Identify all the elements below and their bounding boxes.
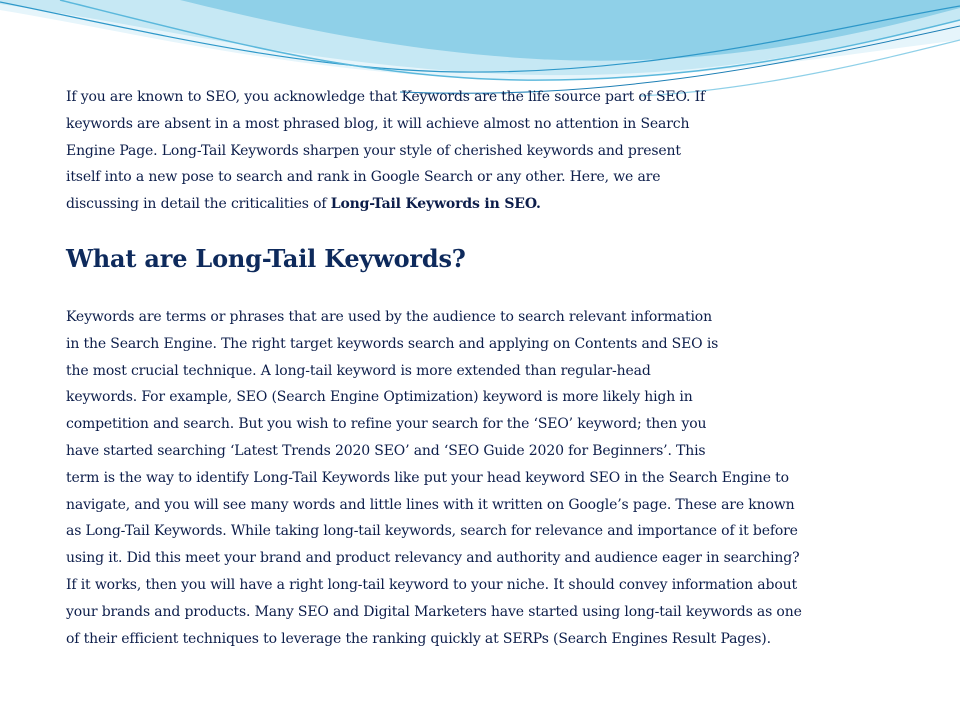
body-line: If it works, then you will have a right long-tail keyword to your niche. It should convey information about [66,576,797,593]
body-line: in the Search Engine. The right target keywords search and applying on Contents and SEO is [66,335,719,352]
intro-line-3: Engine Page. Long-Tail Keywords sharpen your style of cherished keywords and present [66,142,681,159]
body-line: term is the way to identify Long-Tail Keywords like put your head keyword SEO in the Search Engine to [66,469,789,486]
intro-line-1: If you are known to SEO, you acknowledge that Keywords are the life source part of SEO. If [66,89,706,105]
intro-line-5 [66,191,926,218]
body-line: have started searching ‘Latest Trends 2020 SEO’ and ‘SEO Guide 2020 for Beginners’. This [66,442,706,459]
body-line: Keywords are terms or phrases that are used by the audience to search relevant information [66,308,712,325]
intro-paragraph [66,84,926,218]
body-line: keywords. For example, SEO (Search Engine Optimization) keyword is more likely high in [66,389,693,406]
body-line: navigate, and you will see many words and little lines with it written on Google’s page. These are known [66,496,795,513]
body-line: using it. Did this meet your brand and product relevancy and authority and audience eager in searching? [66,550,800,567]
section-heading: What are Long-Tail Keywords? [66,243,466,273]
slide-content [66,84,926,652]
body-line: competition and search. But you wish to refine your search for the ‘SEO’ keyword; then you [66,416,707,433]
body-line: as Long-Tail Keywords. While taking long-tail keywords, search for relevance and importance of it before [66,523,798,540]
intro-line-2: keywords are absent in a most phrased blog, it will achieve almost no attention in Search [66,115,690,132]
body-line: of their efficient techniques to leverage the ranking quickly at SERPs (Search Engines Result Pages). [66,630,771,647]
body-paragraph [66,304,926,652]
body-line: your brands and products. Many SEO and Digital Marketers have started using long-tail keywords as one [66,603,802,620]
intro-bold-phrase: Long-Tail Keywords in SEO. [330,196,541,213]
intro-line-4: itself into a new pose to search and rank in Google Search or any other. Here, we are [66,169,661,186]
intro-line-5-text: discussing in detail the criticalities of [66,196,331,213]
body-line: the most crucial technique. A long-tail keyword is more extended than regular-head [66,362,651,379]
